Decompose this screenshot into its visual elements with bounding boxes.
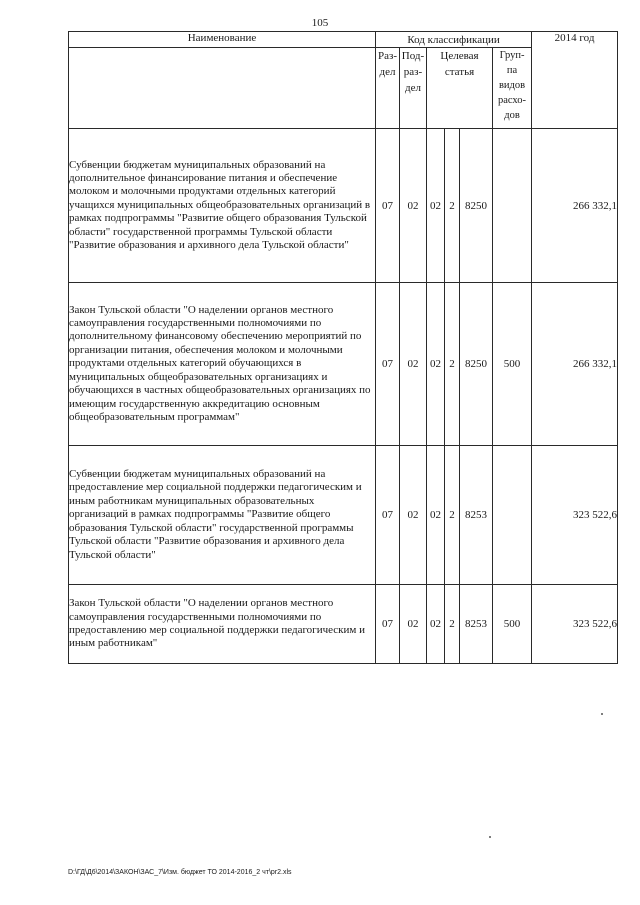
header-row-top (69, 32, 618, 48)
row-name: Закон Тульской области "О наделении органов местного самоуправления государственными полномочиями по предоставлению мер социальной поддержки педагогическим и иным работникам" (69, 585, 376, 664)
row-target-item-1: 02 (427, 129, 445, 283)
row-target-item-2: 2 (445, 283, 460, 446)
header-target-item: Целевая статья (427, 48, 493, 129)
header-name: Наименование (69, 32, 376, 48)
table-row (69, 585, 618, 664)
header-classification-code: Код классификации (376, 32, 532, 48)
table-row (69, 129, 618, 283)
budget-table (68, 31, 618, 664)
row-section: 07 (376, 283, 400, 446)
row-target-item-3: 8250 (460, 129, 493, 283)
row-section: 07 (376, 129, 400, 283)
row-subsection: 02 (400, 585, 427, 664)
table-row (69, 283, 618, 446)
row-name: Субвенции бюджетам муниципальных образований на дополнительное финансирование питания и обеспечение молоком и молочными продуктами отдельных категорий учащихся муниципальных общеобразовательных организаций в рамках подпрограммы "Развитие общего образования Тульской области" государственной программы Тульской области "Развитие образования и архивного дела Тульской области" (69, 129, 376, 283)
row-target-item-1: 02 (427, 283, 445, 446)
row-target-item-2: 2 (445, 446, 460, 585)
row-subsection: 02 (400, 129, 427, 283)
header-year: 2014 год (532, 32, 618, 129)
file-path-footer: D:\ГД\Д6\2014\ЗАКОН\ЗАС_7\Изм. бюджет ТО 2014-2016_2 чт\pr2.xls (68, 869, 292, 876)
row-target-item-2: 2 (445, 129, 460, 283)
row-section: 07 (376, 585, 400, 664)
row-name: Закон Тульской области "О наделении органов местного самоуправления государственными полномочиями по дополнительному финансовому обеспечению мероприятий по организации питания, обеспечения молоком и молочными продуктами отдельных категорий обучающихся в муниципальных общеобразовательных организациях и обучающихся в частных общеобразовательных организациях по имеющим государственную аккредитацию основным общеобразовательным программам" (69, 283, 376, 446)
row-amount: 323 522,6 (532, 585, 618, 664)
row-subsection: 02 (400, 446, 427, 585)
row-amount: 323 522,6 (532, 446, 618, 585)
row-target-item-3: 8250 (460, 283, 493, 446)
row-target-item-3: 8253 (460, 446, 493, 585)
header-expense-group: Груп- па видов расхо- дов (493, 48, 532, 129)
row-expense-group: 500 (493, 283, 532, 446)
row-expense-group (493, 129, 532, 283)
row-target-item-1: 02 (427, 585, 445, 664)
header-section: Раз- дел (376, 48, 400, 129)
table-row (69, 446, 618, 585)
row-expense-group: 500 (493, 585, 532, 664)
row-subsection: 02 (400, 283, 427, 446)
scan-speck (489, 836, 491, 838)
row-name: Субвенции бюджетам муниципальных образований на предоставление мер социальной поддержки педагогическим и иным работникам муниципальных образовательных организаций в рамках подпрограммы "Развитие общего образования Тульской области" государственной программы Тульской области "Развитие образования и архивного дела Тульской области" (69, 446, 376, 585)
page-number: 105 (311, 17, 329, 29)
header-subsection: Под- раз- дел (400, 48, 427, 129)
header-name-blank (69, 48, 376, 129)
row-expense-group (493, 446, 532, 585)
row-amount: 266 332,1 (532, 129, 618, 283)
row-amount: 266 332,1 (532, 283, 618, 446)
row-target-item-1: 02 (427, 446, 445, 585)
row-section: 07 (376, 446, 400, 585)
row-target-item-3: 8253 (460, 585, 493, 664)
scan-speck (601, 713, 603, 715)
row-target-item-2: 2 (445, 585, 460, 664)
